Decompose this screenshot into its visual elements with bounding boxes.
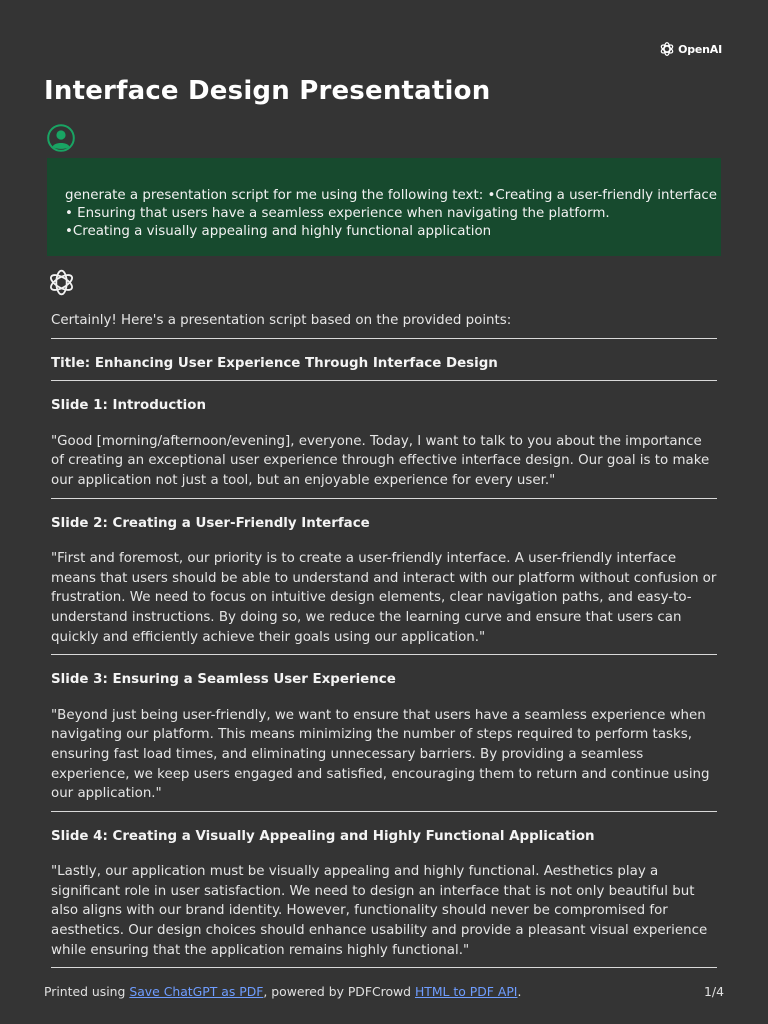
response-title: Title: Enhancing User Experience Through Interface Design xyxy=(51,355,498,371)
logo-text: OpenAI xyxy=(678,42,722,56)
page-number: 1/4 xyxy=(704,984,724,999)
divider xyxy=(51,811,717,812)
chatgpt-avatar-icon xyxy=(47,268,76,297)
assistant-response xyxy=(51,311,717,983)
page-title: Interface Design Presentation xyxy=(44,76,491,106)
openai-logo-icon xyxy=(659,41,675,57)
slide-body: "Lastly, our application must be visually appealing and highly functional. Aesthetics play a significant role in user satisfaction. We need to design an interface that is not only beautiful but also aligns with our brand identity. However, functionality should never be compromised for aesthetics. Our design choices should enhance usability and provide a pleasant visual experience while ensuring that the application remains highly functional." xyxy=(51,864,708,958)
footer-middle: , powered by PDFCrowd xyxy=(263,984,415,999)
divider xyxy=(51,654,717,655)
slide-heading: Slide 1: Introduction xyxy=(51,398,206,414)
openai-logo xyxy=(659,41,722,57)
prompt-line: •Creating a visually appealing and highly functional application xyxy=(65,224,492,239)
divider xyxy=(51,498,717,499)
prompt-line: generate a presentation script for me using the following text: •Creating a user-friendly interface xyxy=(65,188,718,203)
footer-prefix: Printed using xyxy=(44,984,130,999)
user-avatar-icon xyxy=(47,124,75,152)
footer-credit xyxy=(44,984,521,999)
slide-body: "Beyond just being user-friendly, we want to ensure that users have a seamless experience when navigating our platform. This means minimizing the number of steps required to perform tasks, ensuring fast load times, and eliminating unnecessary barriers. By providing a seamless experience, we keep users engaged and satisfied, encouraging them to return and continue using our application." xyxy=(51,707,710,802)
html-to-pdf-api-link[interactable]: HTML to PDF API xyxy=(414,984,518,999)
slide-heading: Slide 3: Ensuring a Seamless User Experience xyxy=(51,672,396,688)
divider xyxy=(51,380,717,381)
slide-body: "Good [morning/afternoon/evening], everyone. Today, I want to talk to you about the importance of creating an exceptional user experience through effective interface design. Our goal is to make our application not just a tool, but an enjoyable experience for every user." xyxy=(51,433,710,488)
save-chatgpt-pdf-link[interactable]: Save ChatGPT as PDF xyxy=(129,984,264,999)
prompt-line: • Ensuring that users have a seamless experience when navigating the platform. xyxy=(65,206,610,221)
response-intro: Certainly! Here's a presentation script based on the provided points: xyxy=(51,313,512,328)
divider xyxy=(51,338,717,339)
print-footer xyxy=(44,984,724,999)
slide-body: "First and foremost, our priority is to create a user-friendly interface. A user-friendly interface means that users should be able to understand and interact with our platform without confusion or frustration. We need to focus on intuitive design elements, clear navigation paths, and easy-to-understand instructions. By doing so, we reduce the learning curve and ensure that users can quickly and efficiently achieve their goals using our application." xyxy=(51,551,717,645)
slide-heading: Slide 4: Creating a Visually Appealing and Highly Functional Application xyxy=(51,828,595,844)
slide-heading: Slide 2: Creating a User-Friendly Interface xyxy=(51,515,370,531)
user-prompt-message xyxy=(47,158,721,256)
footer-suffix: . xyxy=(517,984,522,999)
divider xyxy=(51,967,717,968)
